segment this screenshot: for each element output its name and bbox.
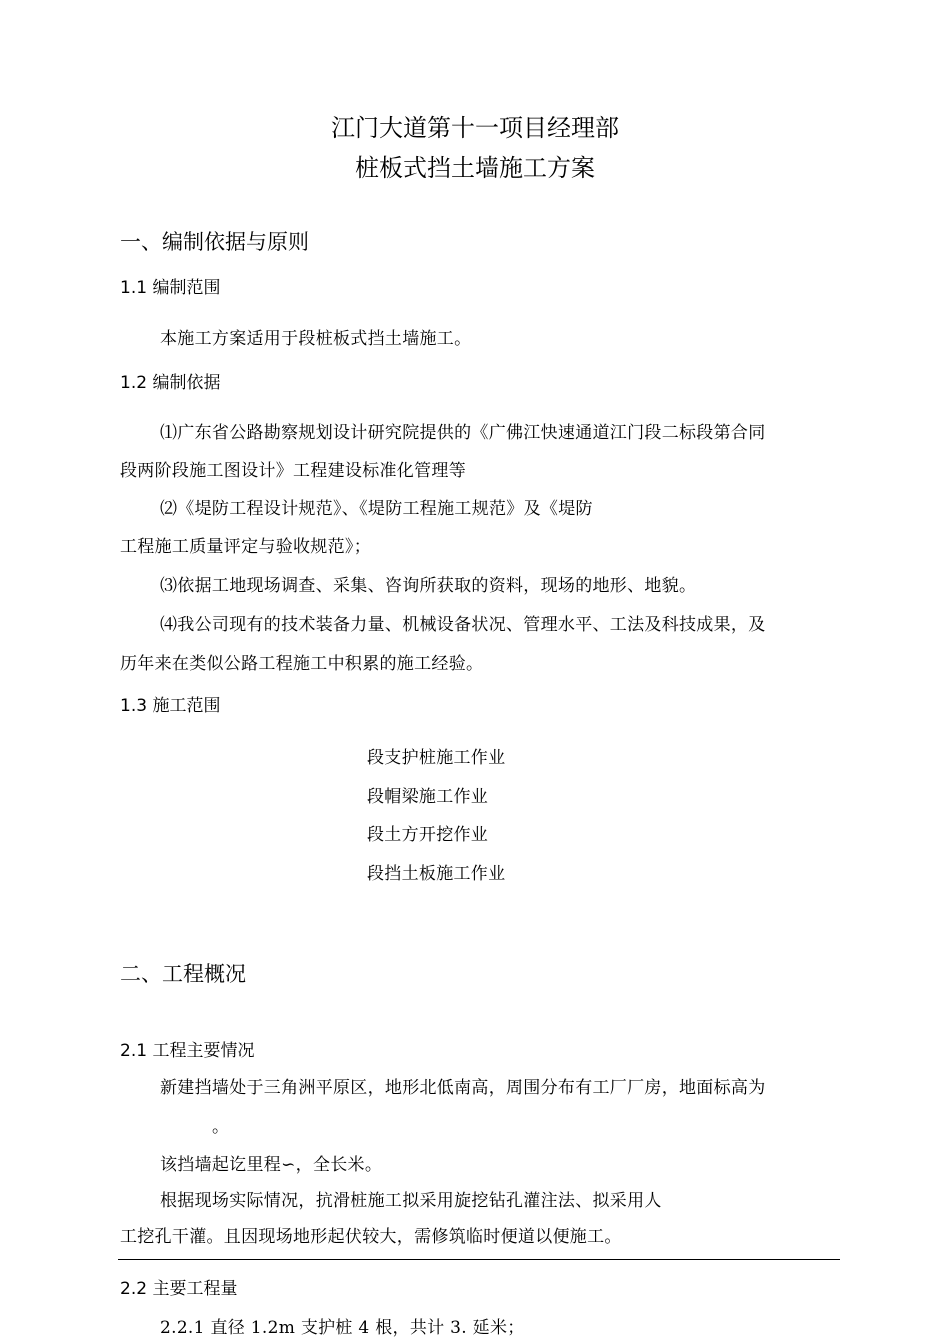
section1-2-heading: 1.2 编制依据 (120, 373, 221, 393)
overview-p3-line2: 工挖孔干灌。且因现场地形起伏较大，需修筑临时便道以便施工。 (120, 1227, 622, 1247)
section2-heading: 二、工程概况 (120, 962, 246, 986)
quantity-item1: 2.2.1 直径 1.2m 支护桩 4 根，共计 3. 延米； (160, 1318, 525, 1338)
section1-heading: 一、编制依据与原则 (120, 230, 309, 254)
section2-1-heading: 2.1 工程主要情况 (120, 1041, 255, 1061)
overview-p2: 该挡墙起讫里程∽，全长米。 (160, 1155, 383, 1175)
overview-p3-line1: 根据现场实际情况，抗滑桩施工拟采用旋挖钻孔灌注法、拟采用人 (160, 1191, 662, 1211)
scope-item: 段挡土板施工作业 (367, 864, 506, 884)
document-title-line1: 江门大道第十一项目经理部 (331, 114, 619, 142)
basis-item2-line2: 工程施工质量评定与验收规范》； (120, 537, 371, 557)
overview-p1-line1: 新建挡墙处于三角洲平原区，地形北低南高，周围分布有工厂厂房，地面标高为 (160, 1078, 766, 1098)
section1-3-heading: 1.3 施工范围 (120, 696, 221, 716)
basis-item1-line1: ⑴广东省公路勘察规划设计研究院提供的《广佛江快速通道江门段二标段第合同 (160, 423, 766, 443)
basis-item3: ⑶依据工地现场调查、采集、咨询所获取的资料，现场的地形、地貌。 (160, 576, 697, 596)
section1-1-heading: 1.1 编制范围 (120, 278, 221, 298)
basis-item4-line1: ⑷我公司现有的技术装备力量、机械设备状况、管理水平、工法及科技成果，及 (160, 615, 766, 635)
horizontal-divider (118, 1259, 840, 1260)
basis-item2-line1: ⑵《堤防工程设计规范》、《堤防工程施工规范》及《堤防 (160, 499, 593, 519)
section2-2-heading: 2.2 主要工程量 (120, 1279, 238, 1299)
scope-item: 段支护桩施工作业 (367, 748, 506, 768)
basis-item4-line2: 历年来在类似公路工程施工中积累的施工经验。 (120, 654, 484, 674)
document-title-line2: 桩板式挡土墙施工方案 (355, 154, 595, 182)
overview-p1-line2: 。 (212, 1117, 230, 1137)
basis-item1-line2: 段两阶段施工图设计》工程建设标准化管理等 (120, 461, 466, 481)
scope-item: 段土方开挖作业 (367, 825, 489, 845)
scope-item: 段帽梁施工作业 (367, 787, 489, 807)
section1-1-text: 本施工方案适用于段桩板式挡土墙施工。 (160, 329, 472, 349)
